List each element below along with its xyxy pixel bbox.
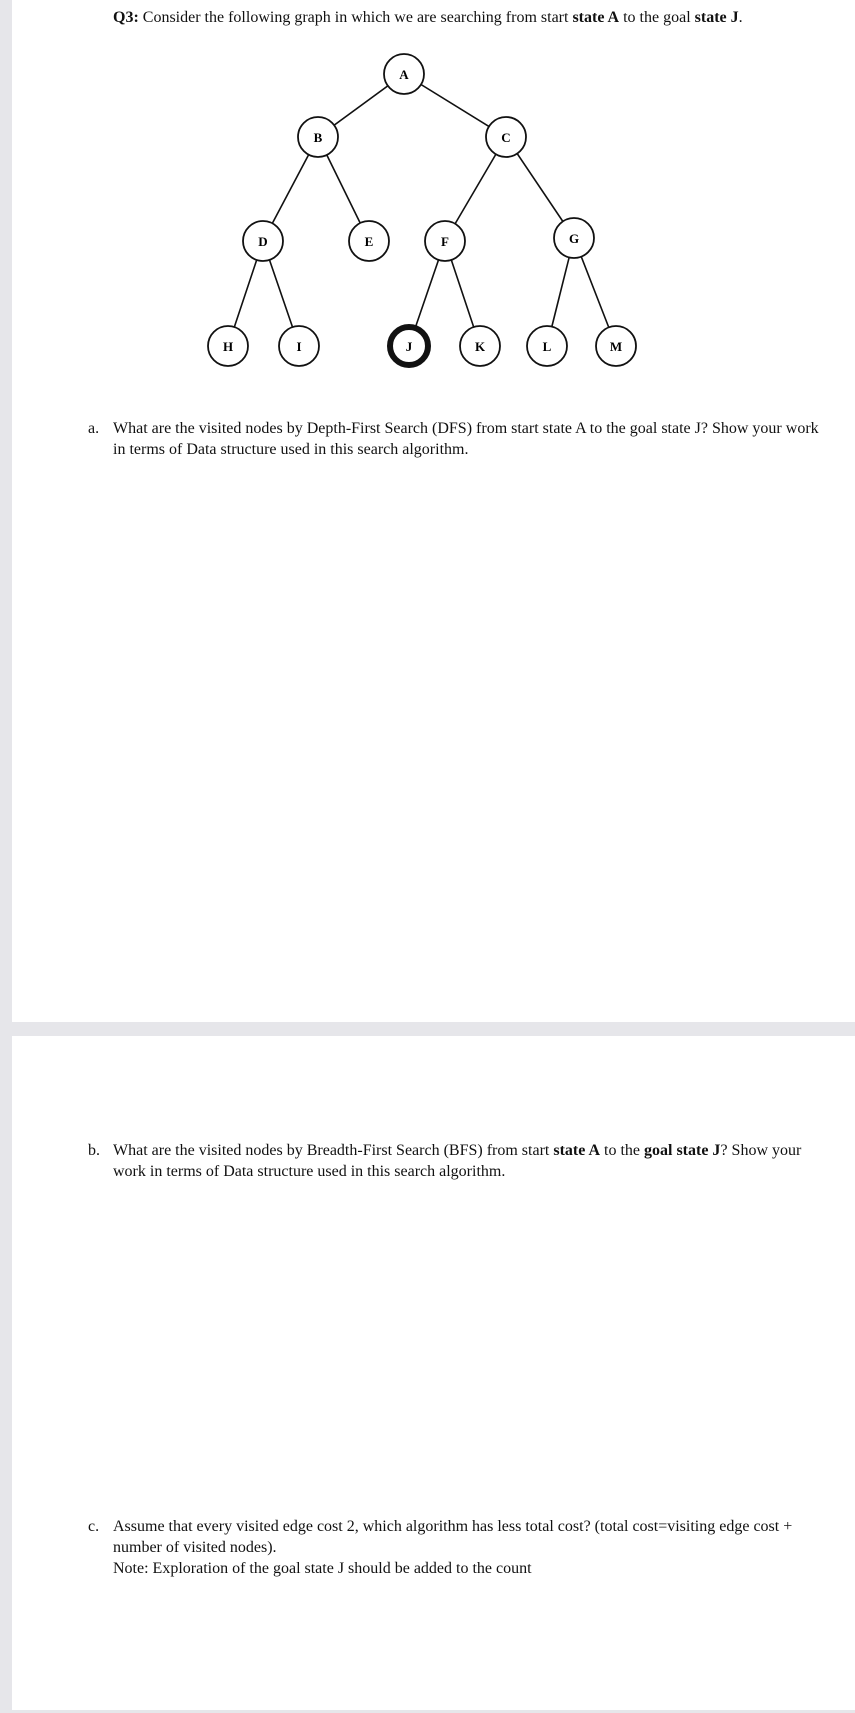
tree-node-h — [208, 326, 248, 366]
tree-node-l — [527, 326, 567, 366]
question-b-text-part: ? Show your work in terms of Data structure used in this search algorithm. — [113, 1142, 802, 1180]
question-b-start-state: state A — [553, 1142, 600, 1159]
tree-node-c — [486, 117, 526, 157]
tree-node-k — [460, 326, 500, 366]
question-3-label: Q3: — [113, 9, 139, 26]
q3-start-state: state A — [572, 9, 620, 26]
question-c-text: Assume that every visited edge cost 2, which algorithm has less total cost? (total cost=visiting edge cost + number of visited nodes). — [113, 1518, 793, 1556]
search-tree-diagram — [12, 0, 855, 420]
question-c-note: Note: Exploration of the goal state J should be added to the count — [113, 1560, 532, 1577]
question-c-body — [113, 1516, 833, 1579]
question-b-text-part: What are the visited nodes by Breadth-First Search (BFS) from start — [113, 1142, 554, 1159]
tree-node-j — [390, 327, 428, 365]
question-c-letter: c. — [88, 1518, 100, 1535]
q3-goal-state: state J — [694, 9, 739, 26]
page-1 — [12, 0, 855, 1022]
tree-node-label: M — [609, 339, 623, 354]
tree-node-m — [596, 326, 636, 366]
tree-node-label: L — [542, 339, 552, 354]
tree-node-d — [243, 221, 283, 261]
question-a-text: What are the visited nodes by Depth-First Search (DFS) from start state A to the goal state J? Show your work in terms of Data structure used in this search algorithm. — [113, 420, 819, 458]
tree-node-e — [349, 221, 389, 261]
tree-node-label: G — [568, 231, 580, 246]
q3-text: Consider the following graph in which we are searching from start — [138, 9, 573, 26]
question-b-text — [113, 1140, 833, 1182]
question-b-goal-state: goal state J — [644, 1142, 721, 1159]
question-a-letter: a. — [88, 420, 100, 437]
tree-node-label: F — [441, 234, 449, 249]
question-b-text-part: to the — [600, 1142, 644, 1159]
tree-node-b — [298, 117, 338, 157]
tree-node-label: H — [222, 339, 234, 354]
q3-text: . — [738, 9, 743, 26]
tree-node-label: J — [405, 339, 413, 354]
tree-node-label: K — [474, 339, 486, 354]
tree-node-label: D — [258, 234, 268, 249]
question-b-letter: b. — [88, 1142, 100, 1159]
tree-node-label: C — [501, 130, 511, 145]
tree-node-f — [425, 221, 465, 261]
tree-node-g — [554, 218, 594, 258]
q3-text: to the goal — [619, 9, 695, 26]
tree-node-label: I — [296, 339, 302, 354]
tree-node-label: B — [313, 130, 323, 145]
tree-node-i — [279, 326, 319, 366]
tree-node-label: A — [399, 67, 409, 82]
tree-node-a — [384, 54, 424, 94]
page-2 — [12, 1036, 855, 1710]
tree-node-label: E — [364, 234, 374, 249]
